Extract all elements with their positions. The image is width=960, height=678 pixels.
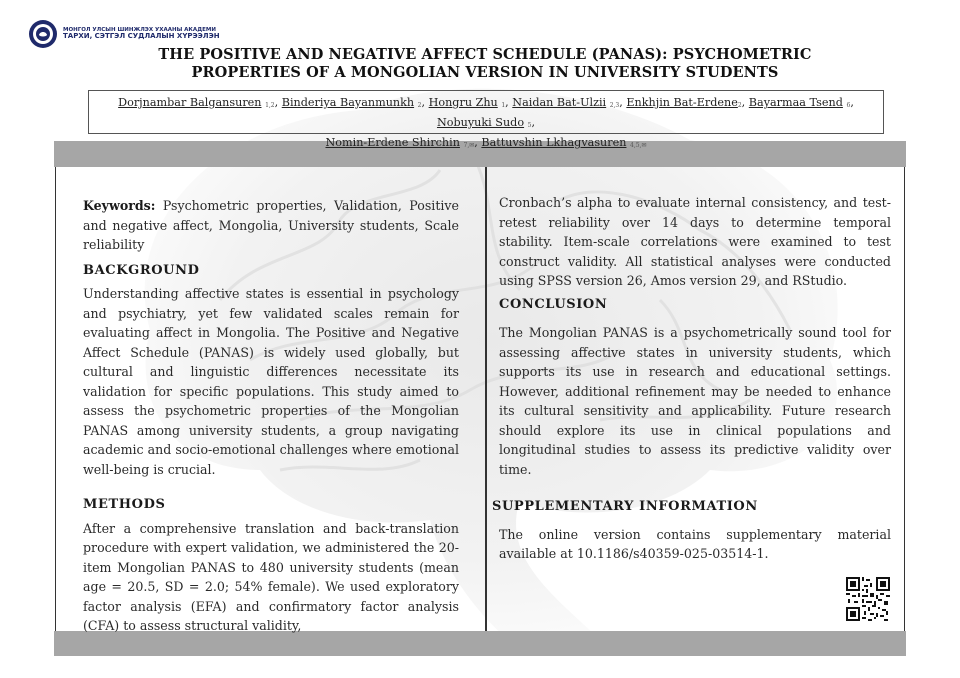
title-line-2: PROPERTIES OF A MONGOLIAN VERSION IN UNIVERSITY STUDENTS: [191, 64, 779, 81]
author-affiliation: 2: [417, 102, 422, 109]
author-name: Binderiya Bayanmunkh: [281, 96, 415, 109]
author-name: Bayarmaa Tsend: [748, 96, 843, 109]
right-column: [492, 193, 891, 564]
author-name: Enkhjin Bat-Erdene: [626, 96, 738, 109]
background-text: Understanding affective states is essential in psychology and psychiatry, yet few validated scales remain for evaluating affect in Mongolia. The Positive and Negative Affect Schedule (PANAS) is widely used globally, but cultural and linguistic differences necessitate its validation for specific populations. This study aimed to assess the psychometric properties of the Mongolian PANAS among university students, a group navigating academic and socio-emotional challenges where emotional well-being is crucial.: [83, 286, 459, 477]
author-name: Nobuyuki Sudo: [436, 116, 525, 129]
keywords-paragraph: [83, 196, 459, 255]
title-line-1: THE POSITIVE AND NEGATIVE AFFECT SCHEDULE (PANAS): PSYCHOMETRIC: [158, 46, 812, 63]
methods-text: After a comprehensive translation and back-translation procedure with expert validation, we administered the 20-item Mongolian PANAS to 480 university students (mean age = 20.5, SD = 2.0; 54% female). We used exploratory factor analysis (EFA) and confirmatory factor analysis (CFA) to assess structural validity,: [83, 520, 459, 633]
author-name: Hongru Zhu: [428, 96, 498, 109]
author-affiliation: 1: [501, 102, 506, 109]
author-name: Naidan Bat-Ulzii: [512, 96, 607, 109]
keywords-text: Psychometric properties, Validation, Positive and negative affect, Mongolia, University students, Scale reliability: [83, 198, 459, 252]
author-item: Nobuyuki Sudo $_5$,: [436, 116, 536, 129]
poster-title: [120, 46, 850, 82]
logo-line-1: МОНГОЛ УЛСЫН ШИНЖЛЭХ УХААНЫ АКАДЕМИ: [63, 27, 216, 34]
author-name: Battuvshin Lkhagvasuren: [481, 136, 627, 149]
author-affiliation: 4,5,✉: [630, 142, 647, 149]
author-affiliation: 2: [737, 102, 742, 109]
conclusion-heading: CONCLUSION: [499, 296, 608, 312]
author-item: [481, 136, 646, 149]
keywords-label: Keywords:: [83, 198, 156, 213]
author-affiliation: 7,✉: [463, 142, 475, 149]
supplementary-text: The online version contains supplementary material available at 10.1186/s40359-025-03514-1.: [499, 526, 891, 561]
author-item: Hongru Zhu $_1$,: [428, 96, 509, 109]
logo-line-2: ТАРХИ, СЭТГЭЛ СУДЛАЛЫН ХҮРЭЭЛЭН: [63, 32, 220, 41]
left-column: [83, 196, 459, 636]
author-item: Nomin-Erdene Shirchin $_{7,✉}$,: [325, 136, 478, 149]
author-affiliation: 6: [846, 102, 851, 109]
author-item: Naidan Bat-Ulzii $_{2,3}$,: [512, 96, 623, 109]
author-item: Enkhjin Bat-Erdene$_2$,: [626, 96, 746, 109]
methods-heading: METHODS: [83, 497, 166, 512]
author-affiliation: 5: [527, 122, 532, 129]
institute-logo-icon: [28, 19, 58, 49]
background-heading: BACKGROUND: [83, 262, 200, 278]
author-name: Nomin-Erdene Shirchin: [325, 136, 460, 149]
column-divider: [485, 167, 487, 631]
author-item: Bayarmaa Tsend $_6$,: [748, 96, 854, 109]
supplementary-heading: SUPPLEMENTARY INFORMATION: [492, 499, 758, 514]
author-affiliation: 1,2: [265, 102, 275, 109]
author-item: Binderiya Bayanmunkh $_2$,: [281, 96, 426, 109]
qr-code-icon[interactable]: [846, 577, 890, 621]
author-list: [88, 90, 884, 149]
author-affiliation: 2,3: [609, 102, 620, 109]
methods-continued-text: Cronbach’s alpha to evaluate internal consistency, and test-retest reliability over 14 days to determine temporal stability. Item-scale correlations were examined to test construct validity. All statistical analyses were conducted using SPSS version 26, Amos version 29, and RStudio.: [499, 195, 891, 288]
author-name: Dorjnambar Balgansuren: [118, 96, 262, 109]
author-item: Dorjnambar Balgansuren $_{1,2}$,: [118, 96, 279, 109]
conclusion-text: The Mongolian PANAS is a psychometrically sound tool for assessing affective states in university students, which supports its use in research and educational settings. However, additional refinement may be needed to enhance its cultural sensitivity and applicability. Future research should explore its use in clinical populations and longitudinal studies to assess its predictive validity over time.: [499, 325, 891, 477]
